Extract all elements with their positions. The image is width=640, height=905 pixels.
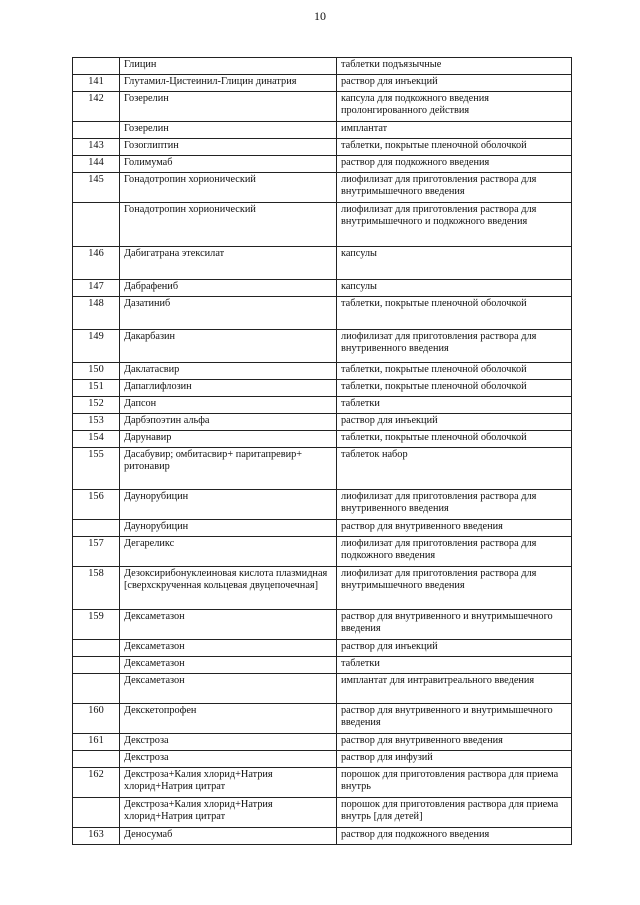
drug-name: Дарунавир (120, 431, 337, 448)
dosage-form: раствор для подкожного введения (337, 828, 572, 845)
drug-name: Дабрафениб (120, 280, 337, 297)
dosage-form: таблетки (337, 657, 572, 674)
drug-name: Голимумаб (120, 156, 337, 173)
row-number: 161 (73, 734, 120, 751)
row-number: 157 (73, 537, 120, 567)
row-number: 148 (73, 297, 120, 330)
table-row (73, 247, 572, 280)
row-number (73, 798, 120, 828)
table-row (73, 397, 572, 414)
table-row (73, 75, 572, 92)
drug-name: Дарбэпоэтин альфа (120, 414, 337, 431)
table-row (73, 704, 572, 734)
table-row (73, 537, 572, 567)
row-number (73, 122, 120, 139)
table-row (73, 380, 572, 397)
row-number (73, 520, 120, 537)
drug-name: Декстроза+Калия хлорид+Натрия хлорид+Натрия цитрат (120, 798, 337, 828)
dosage-form: таблетки, покрытые пленочной оболочкой (337, 380, 572, 397)
table-row (73, 490, 572, 520)
dosage-form: таблетки, покрытые пленочной оболочкой (337, 139, 572, 156)
drug-name: Декстроза (120, 751, 337, 768)
table-row (73, 431, 572, 448)
drug-name: Дапаглифлозин (120, 380, 337, 397)
table-row (73, 798, 572, 828)
dosage-form: раствор для инъекций (337, 75, 572, 92)
drug-name: Даунорубицин (120, 520, 337, 537)
table-row (73, 203, 572, 247)
drug-name: Гозерелин (120, 92, 337, 122)
drug-name: Дегареликс (120, 537, 337, 567)
row-number: 147 (73, 280, 120, 297)
page-number: 10 (314, 9, 326, 23)
drug-name: Дезоксирибонуклеиновая кислота плазмидная [сверхскрученная кольцевая двуцепочечная] (120, 567, 337, 610)
table-row (73, 567, 572, 610)
dosage-form: раствор для инфузий (337, 751, 572, 768)
row-number: 145 (73, 173, 120, 203)
row-number: 163 (73, 828, 120, 845)
table-row (73, 330, 572, 363)
row-number: 158 (73, 567, 120, 610)
table-row (73, 414, 572, 431)
dosage-form: имплантат (337, 122, 572, 139)
dosage-form: раствор для внутривенного введения (337, 520, 572, 537)
dosage-form: раствор для внутривенного введения (337, 734, 572, 751)
drug-name: Глутамил-Цистеинил-Глицин динатрия (120, 75, 337, 92)
dosage-form: имплантат для интравитреального введения (337, 674, 572, 704)
dosage-form: капсула для подкожного введения пролонгированного действия (337, 92, 572, 122)
dosage-form: таблетки, покрытые пленочной оболочкой (337, 363, 572, 380)
dosage-form: лиофилизат для приготовления раствора для внутримышечного введения (337, 173, 572, 203)
row-number (73, 640, 120, 657)
row-number: 152 (73, 397, 120, 414)
dosage-form: капсулы (337, 280, 572, 297)
row-number: 144 (73, 156, 120, 173)
table-row (73, 520, 572, 537)
row-number (73, 751, 120, 768)
row-number: 141 (73, 75, 120, 92)
table-row (73, 640, 572, 657)
drug-name: Дексаметазон (120, 674, 337, 704)
drug-name: Декскетопрофен (120, 704, 337, 734)
dosage-form: таблетки (337, 397, 572, 414)
table-row (73, 139, 572, 156)
table-row (73, 156, 572, 173)
row-number (73, 674, 120, 704)
table-row (73, 768, 572, 798)
dosage-form: раствор для внутривенного и внутримышечного введения (337, 704, 572, 734)
row-number: 149 (73, 330, 120, 363)
dosage-form: лиофилизат для приготовления раствора для подкожного введения (337, 537, 572, 567)
dosage-form: раствор для подкожного введения (337, 156, 572, 173)
row-number: 150 (73, 363, 120, 380)
row-number: 154 (73, 431, 120, 448)
dosage-form: лиофилизат для приготовления раствора для внутривенного введения (337, 330, 572, 363)
row-number: 162 (73, 768, 120, 798)
table-row (73, 657, 572, 674)
table-row (73, 674, 572, 704)
drug-name: Гонадотропин хорионический (120, 173, 337, 203)
drug-name: Гозоглиптин (120, 139, 337, 156)
drug-name: Гонадотропин хорионический (120, 203, 337, 247)
table-row (73, 751, 572, 768)
dosage-form: раствор для инъекций (337, 414, 572, 431)
row-number (73, 203, 120, 247)
table-row (73, 448, 572, 490)
dosage-form: порошок для приготовления раствора для приема внутрь (337, 768, 572, 798)
table-body (73, 58, 572, 845)
drug-name: Дакарбазин (120, 330, 337, 363)
drug-name: Глицин (120, 58, 337, 75)
drug-name: Дексаметазон (120, 640, 337, 657)
drug-name: Дексаметазон (120, 657, 337, 674)
dosage-form: таблетки, покрытые пленочной оболочкой (337, 431, 572, 448)
dosage-form: таблеток набор (337, 448, 572, 490)
dosage-form: порошок для приготовления раствора для приема внутрь [для детей] (337, 798, 572, 828)
table-row (73, 297, 572, 330)
table-row (73, 58, 572, 75)
row-number: 151 (73, 380, 120, 397)
dosage-form: раствор для инъекций (337, 640, 572, 657)
drug-name: Декстроза (120, 734, 337, 751)
table-row (73, 122, 572, 139)
row-number: 159 (73, 610, 120, 640)
table-row (73, 734, 572, 751)
table-row (73, 92, 572, 122)
dosage-form: лиофилизат для приготовления раствора для внутривенного введения (337, 490, 572, 520)
row-number (73, 58, 120, 75)
row-number: 155 (73, 448, 120, 490)
table-row (73, 363, 572, 380)
dosage-form: лиофилизат для приготовления раствора для внутримышечного и подкожного введения (337, 203, 572, 247)
dosage-form: раствор для внутривенного и внутримышечного введения (337, 610, 572, 640)
dosage-form: таблетки, покрытые пленочной оболочкой (337, 297, 572, 330)
row-number: 153 (73, 414, 120, 431)
drug-name: Декстроза+Калия хлорид+Натрия хлорид+Натрия цитрат (120, 768, 337, 798)
drug-name: Дапсон (120, 397, 337, 414)
row-number: 143 (73, 139, 120, 156)
row-number: 146 (73, 247, 120, 280)
drug-name: Даунорубицин (120, 490, 337, 520)
dosage-form: таблетки подъязычные (337, 58, 572, 75)
table-row (73, 610, 572, 640)
drug-name: Дексаметазон (120, 610, 337, 640)
drug-name: Деносумаб (120, 828, 337, 845)
table-row (73, 280, 572, 297)
dosage-form: лиофилизат для приготовления раствора для внутримышечного введения (337, 567, 572, 610)
row-number: 156 (73, 490, 120, 520)
drug-name: Дазатиниб (120, 297, 337, 330)
row-number: 142 (73, 92, 120, 122)
table-row (73, 173, 572, 203)
drug-name: Гозерелин (120, 122, 337, 139)
dosage-form: капсулы (337, 247, 572, 280)
drug-name: Даклатасвир (120, 363, 337, 380)
drug-name: Дасабувир; омбитасвир+ паритапревир+ ритонавир (120, 448, 337, 490)
drug-name: Дабигатрана этексилат (120, 247, 337, 280)
table-row (73, 828, 572, 845)
row-number: 160 (73, 704, 120, 734)
medication-table (72, 57, 572, 845)
row-number (73, 657, 120, 674)
